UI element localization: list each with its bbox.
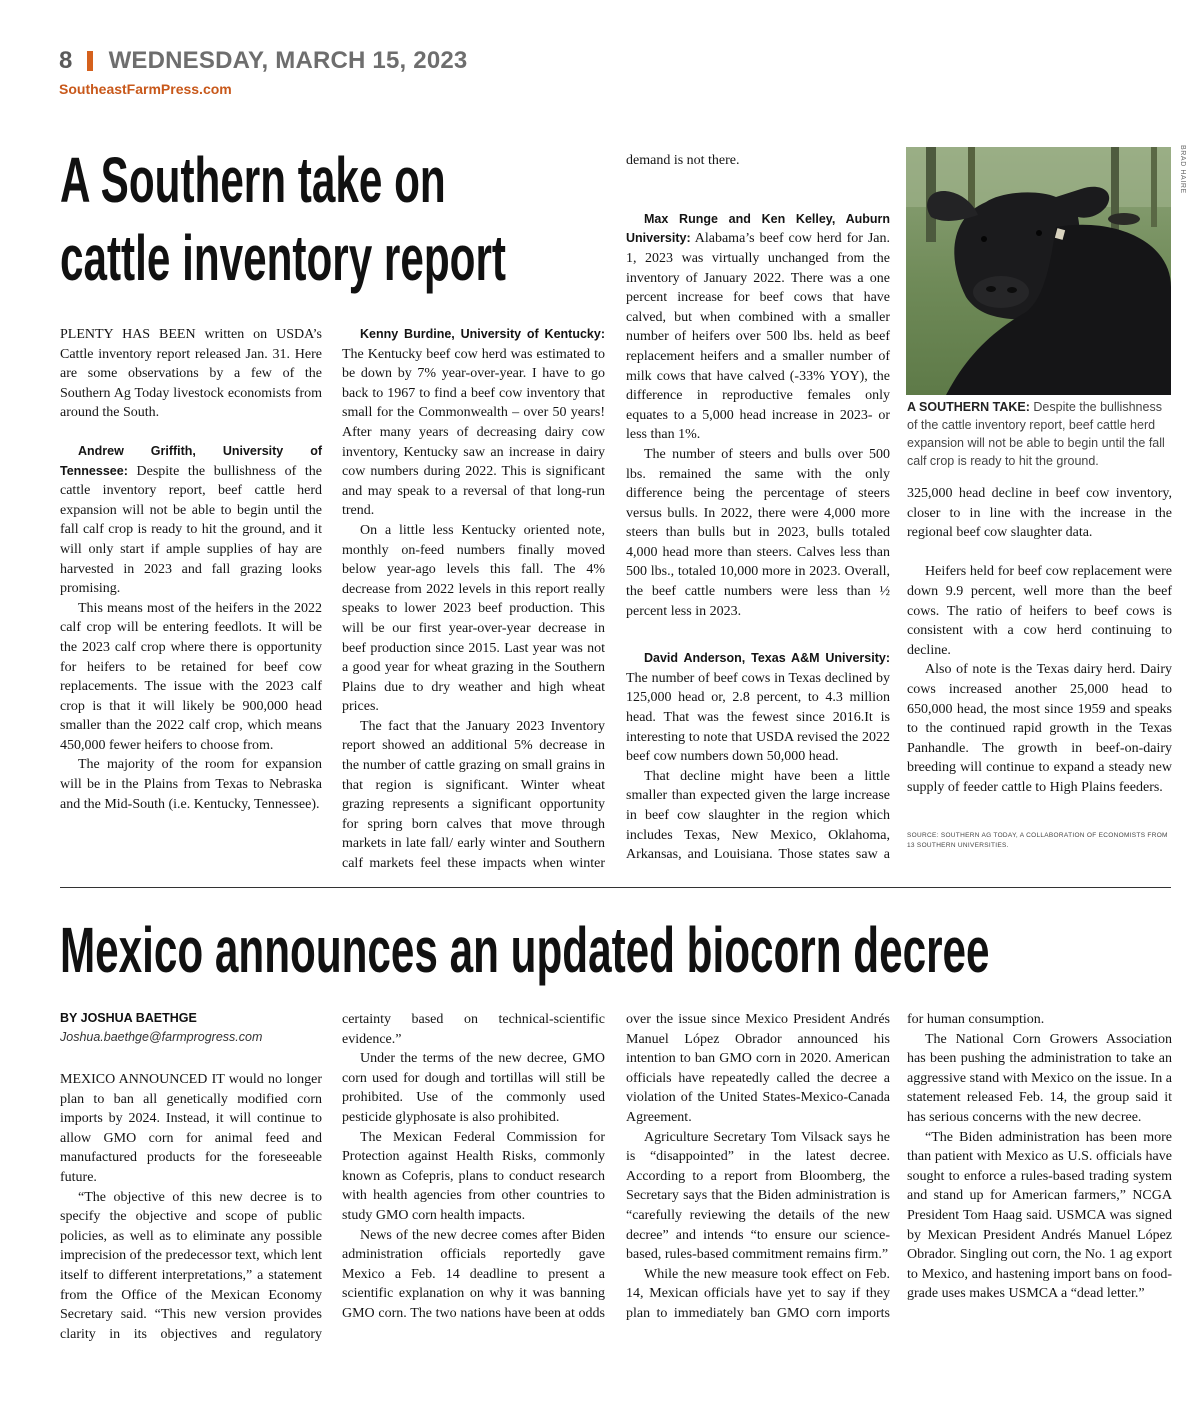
article1-column-4 [907, 484, 1172, 798]
economist-name-runge: Max Runge and Ken Kelley, Auburn University: [626, 211, 890, 246]
runge-paragraph-2: The number of steers and bulls over 500 lbs. remained the same with the only difference being the percentage of steers versus bulls. In 2022, there were 4,000 more steers than bulls but in 2023, bulls totaled 4,000 head more than steers. Calves less than 500 lbs., totaled 10,000 more in 2023. Overall, the beef cattle numbers were less than ½ percent less in 2023. [626, 446, 890, 619]
article2-paragraph-7-continued: for human consumption. [907, 1011, 1045, 1027]
article2-column-4 [907, 1010, 1172, 1304]
photo-caption [907, 398, 1172, 470]
issue-date: WEDNESDAY, MARCH 15, 2023 [108, 47, 468, 74]
article2-column-1 [60, 1070, 322, 1344]
article2-column-3 [626, 1010, 890, 1324]
article1-column-2 [342, 325, 605, 874]
section-divider [60, 887, 1171, 888]
article1-intro: PLENTY HAS BEEN written on USDA’s Cattle inventory report released Jan. 31. Here are some observations by a few of the Southern Ag Today livestock economists from around the South. [60, 327, 323, 421]
burdine-paragraph-1: Kenny Burdine, University of Kentucky: The Kentucky beef cow herd was estimated to be down by 7% year-over-year. I have to go back to 1967 to find a beef cow inventory that small for the Commonwealth – over 50 years! After many years of decreasing dairy cow inventory, Kentucky saw an increase in dairy cow numbers during 2022. This is significant and may speak to a reversal of that long-run trend. [342, 327, 605, 519]
economist-name-griffith: Andrew Griffith, University of Tennessee: [60, 443, 322, 478]
article2-paragraph-1: MEXICO ANNOUNCED IT would no longer plan to ban all genetically modified corn imports by 2024. Instead, it will continue to allow GMO corn for animal feed and manufactured products for the foreseeable future. [60, 1072, 323, 1185]
black-cow-photo [906, 147, 1171, 395]
article1-headline-line1: A Southern take on [60, 144, 446, 216]
folio-divider-bar [87, 51, 93, 71]
article1-headline-line2: cattle inventory report [60, 222, 506, 294]
article2-lead-in: MEXICO ANNOUNCED IT [60, 1072, 225, 1087]
intro-lead-in: PLENTY HAS BEEN [60, 327, 196, 342]
article2-paragraph-4: The Mexican Federal Commission for Protection against Health Risks, commonly known as Cofepris, plans to conduct research with health agencies from other countries to study GMO corn health impacts. [342, 1129, 605, 1223]
article1-column-3 [626, 151, 890, 865]
caption-heading: A SOUTHERN TAKE: [907, 400, 1030, 414]
anderson-paragraph-4: Also of note is the Texas dairy herd. Dairy cows increased another 25,000 head to 650,000 head, the most since 1959 and speaks to the continued rapid growth in the Texas Panhandle. The growth in beef-on-dairy breeding will continue to expand a steady new supply of feeder cattle to High Plains feeders. [907, 662, 1172, 795]
page-folio [59, 44, 467, 78]
article1-column-1 [60, 325, 322, 814]
griffith-paragraph-1: Andrew Griffith, University of Tennessee: Despite the bullishness of the cattle inventory report, beef cattle herd expansion will not be able to begin until the fall calf crop is ready to hit the ground, and it will only start if ample supplies of hay are harvested in 2023 and fall grazing looks promising. [60, 443, 322, 597]
article2-paragraph-2-start: “The objective of this new decree is to specify the objective and scope of public policies, as well as to eliminate any possible imprecision of the predecessor text, which lent itself to different interpretations,” a statement from the Office of the Mexican Economy Secretary said. “This new version provides clarity in its objectives and regulatory [60, 1189, 322, 1342]
griffith-paragraph-2: This means most of the heifers in the 2022 calf crop will be entering feedlots. It will be the 2023 calf crop where there is opportunity for heifers to be retained for beef cow replacements. The issue with the 2023 calf crop is that it will likely be 900,000 head smaller than the 2022 calf crop, which means 450,000 fewer heifers to choose from. [60, 600, 322, 753]
article2-paragraph-3: Under the terms of the new decree, GMO corn used for dough and tortillas will still be prohibited. Use of the commonly used pesticide glyphosate is also prohibited. [342, 1051, 605, 1125]
burdine-paragraph-2: On a little less Kentucky oriented note, monthly on-feed numbers finally moved below year-ago levels this fall. The 4% decrease from 2022 levels in this report really speaks to lower 2023 beef production. This will be our first year-over-year decrease in beef production since 2015. Last year was not a good year for wheat grazing in the Southern Plains due to dry weather and high wheat prices. [342, 522, 605, 715]
anderson-paragraph-1: David Anderson, Texas A&M University: The number of beef cows in Texas declined by 125,000 head or, 2.8 percent, to 4.3 million head. That was the fewest since 2016.It is interesting to note that USDA revised the 2022 beef cow numbers down 50,000 head. [626, 651, 890, 765]
burdine-paragraph-3-continued: demand is not there. [626, 152, 740, 168]
photo-credit: BRAD HAIRE [1179, 145, 1186, 194]
griffith-paragraph-3: The majority of the room for expansion will be in the Plains from Texas to Nebraska and the Mid-South (i.e. Kentucky, Tennessee). [60, 757, 322, 812]
caption-text: Despite the bullishness of the cattle inventory report, beef cattle herd expansion will not be able to begin until the fall calf crop is ready to hit the ground. [907, 400, 1165, 468]
burdine-paragraph-3-start: The fact that the January 2023 Inventory report showed an additional 5% decrease in the number of cattle grazing on small grains in that region is significant. Winter wheat grazing represents a significant opportunity for spring born calves that move through markets in late fall/ early winter and Southern calf markets feel these impacts when winter [342, 718, 605, 872]
page-number: 8 [59, 47, 73, 74]
article2-paragraph-8: The National Corn Growers Association has been pushing the administration to take an aggressive stand with Mexico on the issue. In a statement released Feb. 14, the group said it has serious concerns with the new decree. [907, 1031, 1172, 1125]
article2-headline: Mexico announces an updated biocorn decree [60, 914, 990, 986]
article2-column-2 [342, 1010, 605, 1324]
article2-paragraph-5-continued: over the issue since Mexico President Andrés Manuel López Obrador announced his intention to ban GMO corn in 2020. American officials have repeatedly called the decree a violation of the United States-Mexico-Canada Agreement. [626, 1011, 890, 1125]
article2-paragraph-2-continued: certainty based on technical-scientific evidence.” [342, 1011, 605, 1047]
economist-name-burdine: Kenny Burdine, University of Kentucky: [360, 327, 605, 341]
site-link[interactable]: SoutheastFarmPress.com [59, 81, 232, 97]
article2-paragraph-6: Agriculture Secretary Tom Vilsack says he is “disappointed” in the latest decree. According to a report from Bloomberg, the Secretary says that the Biden administration is “carefully reviewing the details of the new decree” and intends “to ensure our science-based, rules-based commitment remains firm.” [626, 1129, 890, 1263]
anderson-paragraph-3: Heifers held for beef cow replacement were down 9.9 percent, well more than the beef cows. The ratio of heifers to beef cows is consistent with a cow herd continuing to decline. [907, 564, 1172, 658]
author-email[interactable]: Joshua.baethge@farmprogress.com [60, 1030, 263, 1044]
anderson-paragraph-2-start: That decline might have been a little smaller than expected given the large increase in beef cow slaughter in the region which includes Texas, New Mexico, Oklahoma, Arkansas, and Louisiana. Those states saw a [626, 768, 890, 863]
byline: BY JOSHUA BAETHGE [60, 1011, 197, 1025]
article2-paragraph-7-start: While the new measure took effect on Feb. 14, Mexican officials have yet to say if they plan to immediately ban GMO corn imports [626, 1266, 890, 1321]
runge-paragraph-1: Max Runge and Ken Kelley, Auburn University: Alabama’s beef cow herd for Jan. 1, 2023 was virtually unchanged from the inventory of January 2022. There was a one percent increase for beef cows that have calved, but when combined with a smaller number of heifers over 500 lbs. held as beef replacement heifers and a smaller number of milk cows that have calved (-33% YOY), the difference in reproductive females only equates to a 5,000 head increase in 2023- or less than 1%. [626, 211, 890, 443]
article2-paragraph-5-start: News of the new decree comes after Biden administration officials reportedly gave Mexico a Feb. 14 deadline to present a scientific explanation on why it was banning GMO corn. The two nations have been at odds [342, 1227, 605, 1321]
source-note: SOURCE: SOUTHERN AG TODAY, A COLLABORATION OF ECONOMISTS FROM 13 SOUTHERN UNIVERSITIES. [907, 832, 1168, 849]
economist-name-anderson: David Anderson, Texas A&M University: [644, 651, 890, 666]
article2-paragraph-9: “The Biden administration has been more than patient with Mexico as U.S. officials have sought to enforce a rules-based trading system and stand up for American farmers,” NCGA President Tom Haag said. USMCA was signed by Mexican President Andrés Manuel López Obrador. Singling out corn, the No. 1 ag export to Mexico, and hastening import bans on food-grade uses makes USMCA a “dead letter.” [907, 1129, 1172, 1302]
anderson-paragraph-2-continued: 325,000 head decline in beef cow inventory, closer to in line with the increase in the regional beef cow slaughter data. [907, 485, 1172, 541]
